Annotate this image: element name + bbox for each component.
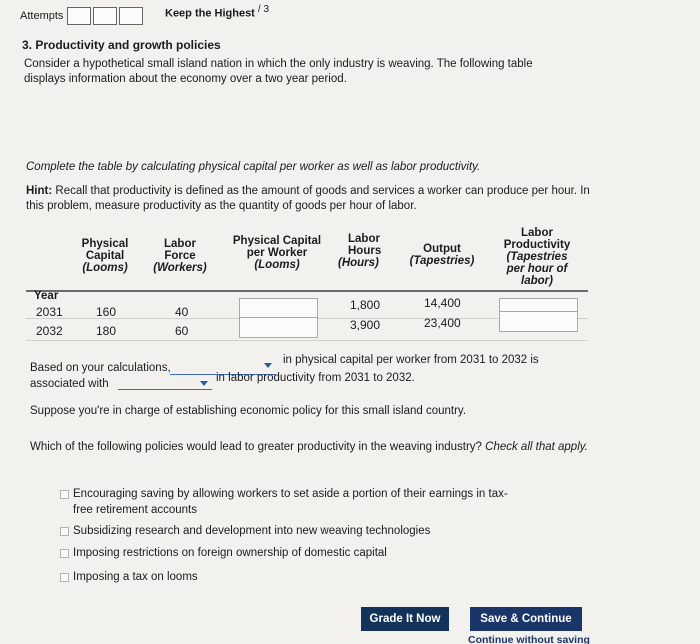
question-intro: Consider a hypothetical small island nation in which the only industry is weaving. The following table displays information about the economy over a two year period.	[24, 58, 533, 85]
policy-option-restrictions[interactable]: Imposing restrictions on foreign ownership of domestic capital	[60, 546, 387, 562]
grade-it-now-button[interactable]: Grade It Now	[361, 607, 449, 631]
row-2032-labor: 60	[175, 324, 189, 338]
hint-text: Hint: Recall that productivity is defined as the amount of goods and services a worker can produce per hour. In this problem, measure productivity as the quantity of goods per hour of labor.	[26, 185, 590, 212]
sentence-part-1: Based on your calculations,	[30, 362, 171, 374]
attempt-box-3	[119, 7, 143, 25]
policy-option-loom-tax[interactable]: Imposing a tax on looms	[60, 570, 198, 586]
row-2032-year: 2032	[36, 324, 63, 338]
productivity-change-dropdown[interactable]	[118, 376, 212, 390]
option-checkbox[interactable]	[60, 549, 69, 558]
chevron-down-icon	[200, 381, 208, 386]
header-capital-per-worker: Physical Capital per Worker (Looms)	[232, 235, 322, 271]
header-labor-hours: Labor Hours (Hours)	[338, 233, 382, 269]
policy-option-saving[interactable]: Encouraging saving by allowing workers to set aside a portion of their earnings in tax- free retirement accounts	[60, 487, 508, 518]
option-checkbox[interactable]	[60, 527, 69, 536]
row-2031-hours: 1,800	[350, 298, 381, 312]
keep-score: / 3	[257, 4, 270, 15]
row-2031-year: 2031	[36, 305, 63, 319]
row-2031-labor: 40	[175, 305, 189, 319]
instruction-text: Complete the table by calculating physical capital per worker as well as labor productivity.	[26, 161, 481, 173]
option-checkbox[interactable]	[60, 490, 69, 499]
row-2031-capital: 160	[96, 305, 117, 319]
row-2031-capital-per-worker-input[interactable]	[239, 298, 318, 319]
header-labor-productivity: Labor Productivity (Tapestries per hour of labor)	[503, 227, 571, 287]
row-2032-capital-per-worker-input[interactable]	[239, 317, 318, 338]
option-checkbox[interactable]	[60, 573, 69, 582]
header-year: Year	[34, 290, 59, 302]
chevron-down-icon	[264, 363, 272, 368]
row-2031-output: 14,400	[424, 296, 461, 310]
table-header-rule	[26, 290, 588, 292]
row-2032-hours: 3,900	[350, 318, 381, 332]
policy-option-research[interactable]: Subsidizing research and development into new weaving technologies	[60, 524, 430, 540]
header-output: Output (Tapestries)	[409, 243, 475, 267]
sentence-part-3: associated with	[30, 378, 109, 390]
row-2032-productivity-input[interactable]	[499, 311, 578, 332]
attempts-label: Attempts	[20, 10, 64, 22]
row-2032-output: 23,400	[424, 316, 461, 330]
continue-without-saving-link[interactable]: Continue without saving	[468, 634, 590, 644]
header-labor-force: Labor Force (Workers)	[153, 238, 207, 274]
policy-question: Which of the following policies would lead to greater productivity in the weaving industry? Check all that apply.	[30, 441, 588, 453]
hint-label: Hint:	[26, 185, 53, 197]
table-row-divider	[26, 340, 588, 341]
keep-highest-label: Keep the Highest / 3	[165, 4, 270, 20]
save-continue-button[interactable]: Save & Continue	[470, 607, 582, 631]
check-all-note: Check all that apply.	[485, 441, 588, 453]
sentence-part-2: in physical capital per worker from 2031 to 2032 is	[283, 354, 539, 366]
question-title: 3. Productivity and growth policies	[22, 38, 221, 52]
dropdown-underline	[118, 389, 212, 390]
sentence-part-4: in labor productivity from 2031 to 2032.	[216, 372, 415, 384]
row-2032-capital: 180	[96, 324, 117, 338]
attempt-box-1	[67, 7, 91, 25]
suppose-text: Suppose you're in charge of establishing economic policy for this small island country.	[30, 405, 467, 417]
attempt-box-2	[93, 7, 117, 25]
header-physical-capital: Physical Capital (Looms)	[81, 238, 129, 274]
